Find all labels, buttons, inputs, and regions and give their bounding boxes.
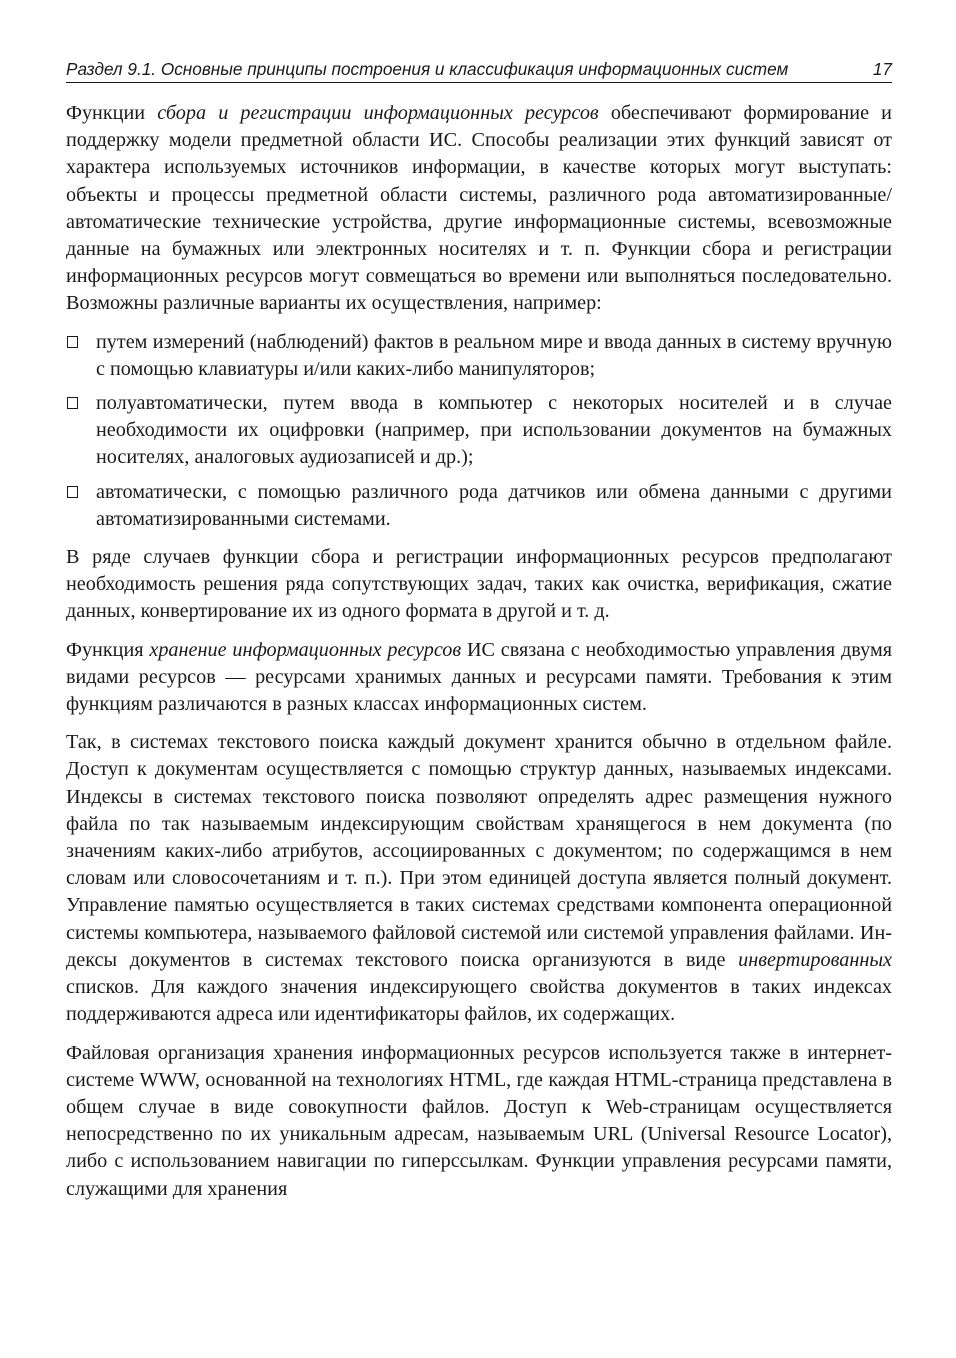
page-body [66,100,892,1214]
checkbox-bullet-icon [67,486,78,498]
section-title: Раздел 9.1. Основные принципы построения и классификация информационных систем [66,59,789,79]
header-rule [66,82,892,83]
running-header [66,58,892,84]
list-item [66,479,892,533]
list-item [66,329,892,383]
bullet-list [66,329,892,533]
paragraph-text: Так, в системах текстового поиска каждый документ хранится обычно в отдельном файле. Доступ к документам осуществляется с помощью структур данных, называемых индексами. Индексы в системах текстового поиска позволяют определять адрес размещения нужного файла по так называемым индексирующим свойствам хранящегося в нем документа (по значениям каких-либо атрибутов, ассоциированных с документом; по содержащимся в нем словам или словосочетаниям и т. п.). При этом единицей доступа является полный документ. Управление памятью осуществляется в таких системах средствами компонента операционной системы компьютера, называемого файловой системой или системой управления файлами. Индексы документов в системах текстового поиска организуются в виде [66,731,892,971]
italic-term: сбора и регистрации информационных ресурсов [157,102,599,124]
paragraph-file-organization: Файловая организация хранения информационных ресурсов используется также в интернет-системе WWW, основанной на технологиях HTML, где каждая HTML-страница представлена в общем случае в виде совокупности файлов. Доступ к Web-страницам осуществляется непосредственно по их уникальным адресам, называемым URL (Universal Resource Locator), либо с использованием навигации по гиперссылкам. Функции управления ресурсами памяти, служащими для хранения [66,1041,892,1200]
checkbox-bullet-icon [67,336,78,348]
list-item [66,390,892,472]
paragraph-collection-functions [66,100,892,318]
page-number: 17 [872,59,892,79]
checkbox-bullet-icon [67,397,78,409]
paragraph-text-search [66,729,892,1028]
paragraph-text: ИС связана с необходимостью управления двумя видами ресурсов — ресурсами хранимых данных и ресурсами памяти. Требования к этим функциям различаются в разных классах информационных систем. [66,638,893,716]
paragraph-text: обеспечивают формирование и поддержку модели предметной области ИС. Способы реализации этих функций зависят от характера используемых источников информации, в качестве которых могут выступать: объекты и процессы предметной области системы, различного рода автоматизированные/автоматические технические устройства, другие информационные системы, всевозможные данные на бумажных или электронных носителях и т. п. Функции сбора и регистрации информационных ресурсов могут совмещаться во времени или выполняться последовательно. Возможны различные варианты их осуществления, например: [66,102,892,315]
paragraph-text: Функция [66,638,150,661]
paragraph-text: Функции [66,102,158,124]
paragraph-related-tasks: В ряде случаев функции сбора и регистрации информационных ресурсов предполагают необходимость решения ряда сопутствующих задач, таких как очистка, верификация, сжатие данных, конвертирование их из одного формата в другой и т. д. [66,546,892,623]
list-item-text: путем измерений (наблюдений) фактов в реальном мире и ввода данных в систему вручную с помощью клавиатуры и/или каких-либо манипуляторов; [96,330,892,380]
list-item-text: автоматически, с помощью различного рода датчиков или обмена данными с другими автоматизированными системами. [96,480,892,530]
italic-term: инвертированных [738,948,892,971]
list-item-text: полуавтоматически, путем ввода в компьютер с некоторых носителей и в случае необходимости их оцифровки (например, при использовании документов на бумажных носителях, аналоговых аудиозаписей и др.); [96,392,892,469]
paragraph-storage-function [66,637,892,719]
paragraph-text: списков. Для каждого значения индексирующего свойства документов в таких индексах поддерживаются адреса или идентификаторы файлов, их содержащих. [66,976,892,1026]
italic-term: хранение информационных ресурсов [149,638,462,661]
